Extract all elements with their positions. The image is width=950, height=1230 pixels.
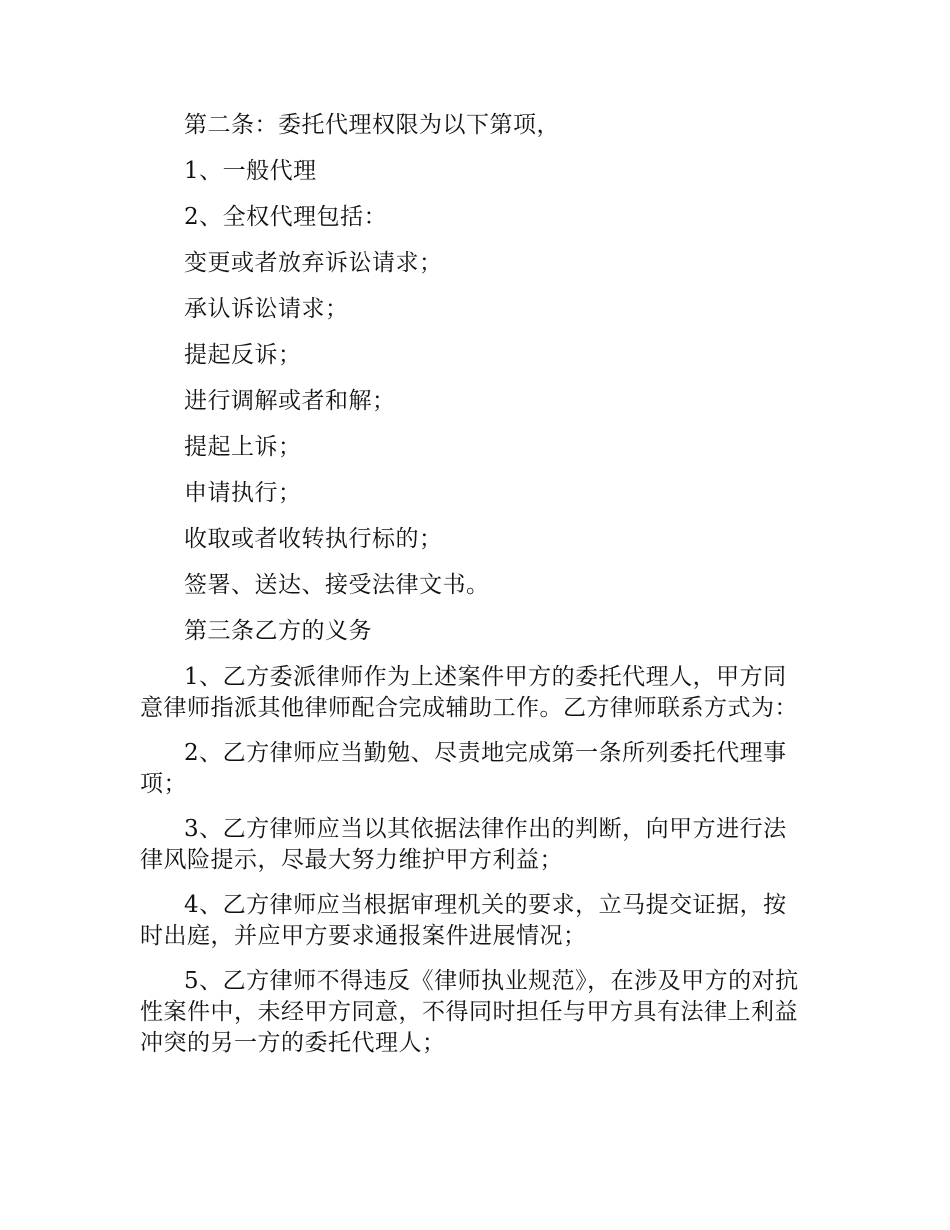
- paragraph-article-2-heading: 第二条：委托代理权限为以下第项，: [184, 112, 560, 138]
- paragraph-admit-claims: 承认诉讼请求；: [184, 296, 349, 322]
- paragraph-mediation: 进行调解或者和解；: [184, 388, 396, 414]
- document-body: [140, 110, 810, 1059]
- paragraph-appeal: 提起上诉；: [184, 434, 302, 460]
- paragraph-article-3-heading: 第三条乙方的义务: [184, 618, 372, 644]
- paragraph-counterclaim: 提起反诉；: [184, 342, 302, 368]
- paragraph-collect-subject: 收取或者收转执行标的；: [184, 526, 443, 552]
- paragraph-obligation-4: 4、乙方律师应当根据审理机关的要求，立马提交证据，按时出庭，并应甲方要求通报案件进展情况；: [140, 892, 787, 949]
- paragraph-change-claims: 变更或者放弃诉讼请求；: [184, 250, 443, 276]
- paragraph-general-agency: 1、一般代理: [184, 158, 317, 184]
- paragraph-legal-documents: 签署、送达、接受法律文书。: [184, 572, 490, 598]
- paragraph-obligation-1: 1、乙方委派律师作为上述案件甲方的委托代理人，甲方同意律师指派其他律师配合完成辅助工作。乙方律师联系方式为：: [140, 664, 798, 721]
- paragraph-obligation-5: 5、乙方律师不得违反《律师执业规范》，在涉及甲方的对抗性案件中，未经甲方同意，不得同时担任与甲方具有法律上利益冲突的另一方的委托代理人；: [140, 968, 799, 1056]
- paragraph-execution: 申请执行；: [184, 480, 302, 506]
- paragraph-obligation-2: 2、乙方律师应当勤勉、尽责地完成第一条所列委托代理事项；: [140, 740, 787, 797]
- paragraph-full-agency: 2、全权代理包括：: [184, 204, 388, 230]
- paragraph-obligation-3: 3、乙方律师应当以其依据法律作出的判断，向甲方进行法律风险提示，尽最大努力维护甲方利益；: [140, 816, 787, 873]
